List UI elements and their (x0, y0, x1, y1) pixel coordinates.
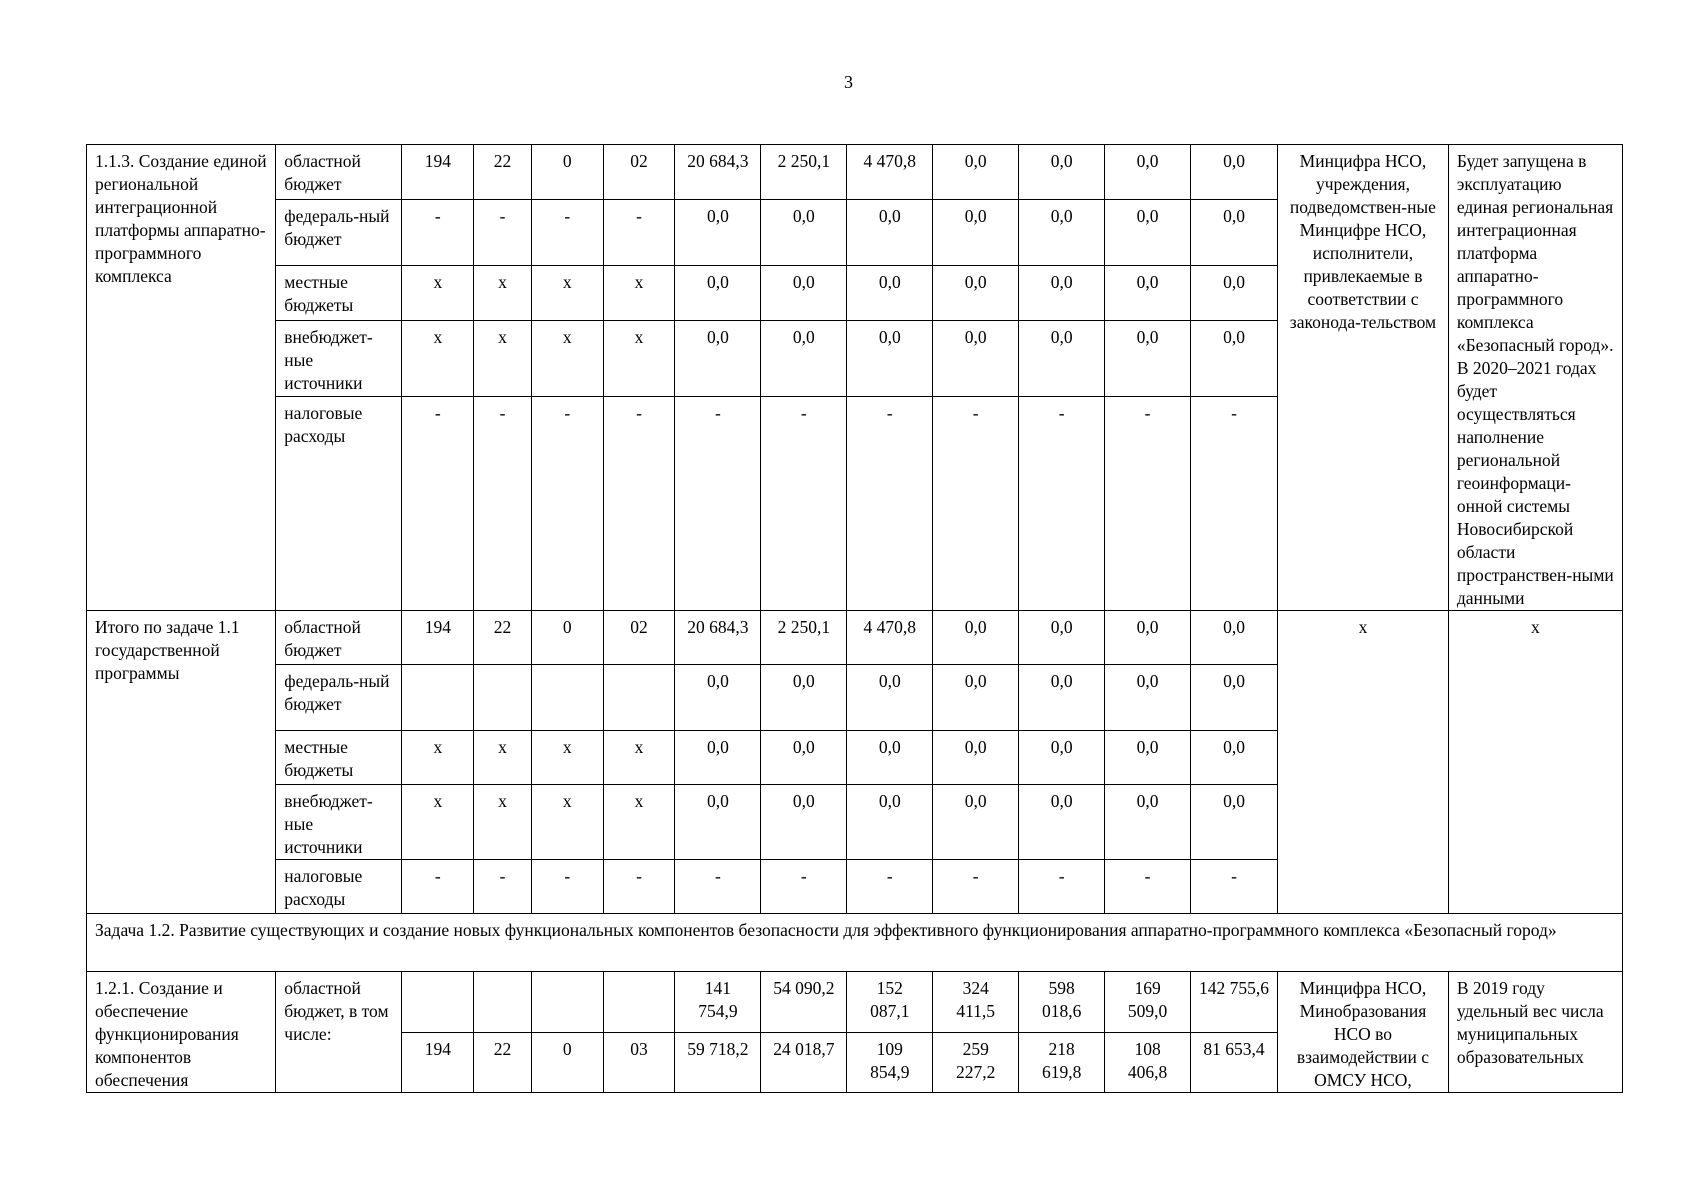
amount-cell: 0,0 (761, 665, 847, 731)
amount-cell: 0,0 (1105, 320, 1191, 396)
budget-code (531, 665, 603, 731)
funding-source: федераль-ный бюджет (276, 665, 402, 731)
amount-cell: - (675, 396, 761, 610)
amount-cell: 0,0 (933, 611, 1019, 665)
budget-code: - (474, 199, 532, 266)
budget-code: - (603, 860, 675, 914)
amount-cell: 141 754,9 (675, 972, 761, 1033)
executor-cell: Минцифра НСО, Минобразования НСО во взаимодействии с ОМСУ НСО, (1278, 972, 1449, 1093)
budget-code: х (402, 320, 474, 396)
budget-code: 194 (402, 1032, 474, 1093)
amount-cell: 0,0 (933, 266, 1019, 321)
budget-code: х (603, 785, 675, 860)
budget-code: х (603, 266, 675, 321)
amount-cell: 0,0 (1191, 145, 1278, 200)
budget-code: х (402, 731, 474, 785)
amount-cell: 0,0 (1105, 665, 1191, 731)
funding-source: областной бюджет (276, 145, 402, 200)
amount-cell: 169 509,0 (1105, 972, 1191, 1033)
executor-cell: х (1278, 611, 1449, 914)
funding-source: налоговые расходы (276, 396, 402, 610)
budget-code: - (474, 860, 532, 914)
budget-code: х (402, 785, 474, 860)
amount-cell: 0,0 (1019, 665, 1105, 731)
amount-cell: - (1105, 860, 1191, 914)
amount-cell: 259 227,2 (933, 1032, 1019, 1093)
budget-code: - (402, 199, 474, 266)
amount-cell: - (1019, 396, 1105, 610)
amount-cell: 4 470,8 (847, 145, 933, 200)
amount-cell: 0,0 (675, 199, 761, 266)
amount-cell: 0,0 (847, 785, 933, 860)
amount-cell: 0,0 (1019, 731, 1105, 785)
funding-source: областной бюджет, в том числе: (276, 972, 402, 1093)
amount-cell: - (675, 860, 761, 914)
amount-cell: - (1019, 860, 1105, 914)
funding-source: областной бюджет (276, 611, 402, 665)
budget-code: х (474, 320, 532, 396)
budget-code: - (603, 199, 675, 266)
amount-cell: 0,0 (933, 320, 1019, 396)
budget-code: 0 (531, 1032, 603, 1093)
amount-cell: 0,0 (933, 145, 1019, 200)
budget-code: - (531, 199, 603, 266)
amount-cell: 0,0 (1191, 266, 1278, 321)
budget-code: 02 (603, 145, 675, 200)
budget-code: - (603, 396, 675, 610)
amount-cell: 218 619,8 (1019, 1032, 1105, 1093)
task-heading-row (87, 914, 1623, 972)
budget-code: - (402, 396, 474, 610)
funding-source: местные бюджеты (276, 731, 402, 785)
amount-cell: - (933, 860, 1019, 914)
budget-code: 02 (603, 611, 675, 665)
amount-cell: 142 755,6 (1191, 972, 1278, 1033)
amount-cell: 0,0 (1105, 145, 1191, 200)
amount-cell: 0,0 (1019, 611, 1105, 665)
result-cell: В 2019 году удельный вес числа муниципальных образовательных (1448, 972, 1622, 1093)
amount-cell: 0,0 (1105, 199, 1191, 266)
amount-cell: 81 653,4 (1191, 1032, 1278, 1093)
result-cell: х (1448, 611, 1622, 914)
amount-cell: 0,0 (675, 320, 761, 396)
amount-cell: 4 470,8 (847, 611, 933, 665)
amount-cell: - (761, 396, 847, 610)
budget-code: 194 (402, 145, 474, 200)
amount-cell: 24 018,7 (761, 1032, 847, 1093)
budget-code: 22 (474, 611, 532, 665)
amount-cell: 0,0 (675, 731, 761, 785)
budget-code: 194 (402, 611, 474, 665)
measure-name: 1.2.1. Создание и обеспечение функционирования компонентов обеспечения (87, 972, 276, 1093)
amount-cell: - (1191, 860, 1278, 914)
amount-cell: 0,0 (933, 665, 1019, 731)
amount-cell: 20 684,3 (675, 145, 761, 200)
amount-cell: 0,0 (1019, 266, 1105, 321)
amount-cell: 152 087,1 (847, 972, 933, 1033)
amount-cell: 324 411,5 (933, 972, 1019, 1033)
amount-cell: 2 250,1 (761, 145, 847, 200)
budget-code: - (531, 860, 603, 914)
budget-code: х (531, 731, 603, 785)
funding-source: налоговые расходы (276, 860, 402, 914)
table-row (87, 972, 1623, 1033)
amount-cell: 0,0 (1191, 731, 1278, 785)
budget-code: 22 (474, 1032, 532, 1093)
amount-cell: - (847, 396, 933, 610)
table-row (87, 611, 1623, 665)
budget-code (603, 972, 675, 1033)
budget-code: 0 (531, 145, 603, 200)
amount-cell: 0,0 (1191, 785, 1278, 860)
budget-code: х (531, 320, 603, 396)
budget-code: - (531, 396, 603, 610)
amount-cell: 0,0 (847, 320, 933, 396)
amount-cell: - (761, 860, 847, 914)
amount-cell: 0,0 (933, 199, 1019, 266)
amount-cell: 0,0 (1105, 266, 1191, 321)
amount-cell: 59 718,2 (675, 1032, 761, 1093)
budget-code: 22 (474, 145, 532, 200)
amount-cell: 0,0 (1191, 199, 1278, 266)
budget-code: 03 (603, 1032, 675, 1093)
page-number: 3 (844, 72, 853, 92)
funding-source: федераль-ный бюджет (276, 199, 402, 266)
amount-cell: 0,0 (933, 785, 1019, 860)
result-cell: Будет запущена в эксплуатацию единая региональная интеграционная платформа аппаратно-программного комплекса «Безопасный город». В 2020–2021 годах будет осуществляться наполнение региональной геоинформаци-онной системы Новосибирской области пространствен-ными данными (1448, 145, 1622, 611)
budget-code: х (603, 731, 675, 785)
budget-code (402, 665, 474, 731)
table-row (87, 145, 1623, 200)
funding-source: местные бюджеты (276, 266, 402, 321)
budget-code: х (603, 320, 675, 396)
budget-table (86, 144, 1623, 1093)
budget-code (474, 665, 532, 731)
executor-cell: Минцифра НСО, учреждения, подведомствен-ные Минцифре НСО, исполнители, привлекаемые в соответствии с законода-тельством (1278, 145, 1449, 611)
budget-code (603, 665, 675, 731)
measure-name: 1.1.3. Создание единой региональной интеграционной платформы аппаратно-программного комплекса (87, 145, 276, 611)
budget-code: х (474, 785, 532, 860)
budget-code: х (531, 266, 603, 321)
budget-code: х (402, 266, 474, 321)
budget-code (474, 972, 532, 1033)
amount-cell: 0,0 (675, 266, 761, 321)
amount-cell: 598 018,6 (1019, 972, 1105, 1033)
budget-code (531, 972, 603, 1033)
measure-name: Итого по задаче 1.1 государственной программы (87, 611, 276, 914)
task-heading: Задача 1.2. Развитие существующих и создание новых функциональных компонентов безопасности для эффективного функционирования аппаратно-программного комплекса «Безопасный город» (87, 914, 1623, 972)
amount-cell: 0,0 (847, 266, 933, 321)
budget-code: х (531, 785, 603, 860)
budget-code (402, 972, 474, 1033)
amount-cell: - (847, 860, 933, 914)
amount-cell: 0,0 (761, 785, 847, 860)
amount-cell: 0,0 (1105, 731, 1191, 785)
amount-cell: 54 090,2 (761, 972, 847, 1033)
amount-cell: - (1191, 396, 1278, 610)
amount-cell: 0,0 (761, 731, 847, 785)
amount-cell: 0,0 (675, 665, 761, 731)
amount-cell: 0,0 (761, 320, 847, 396)
amount-cell: 0,0 (1191, 320, 1278, 396)
amount-cell: 108 406,8 (1105, 1032, 1191, 1093)
amount-cell: 0,0 (675, 785, 761, 860)
amount-cell: - (933, 396, 1019, 610)
amount-cell: 0,0 (847, 665, 933, 731)
amount-cell: 0,0 (847, 199, 933, 266)
amount-cell: 0,0 (1105, 611, 1191, 665)
amount-cell: 0,0 (1191, 611, 1278, 665)
budget-code: 0 (531, 611, 603, 665)
budget-code: - (402, 860, 474, 914)
budget-code: х (474, 731, 532, 785)
amount-cell: - (1105, 396, 1191, 610)
amount-cell: 0,0 (933, 731, 1019, 785)
amount-cell: 0,0 (1019, 199, 1105, 266)
funding-source: внебюджет-ные источники (276, 785, 402, 860)
funding-source: внебюджет-ные источники (276, 320, 402, 396)
budget-code: х (474, 266, 532, 321)
budget-code: - (474, 396, 532, 610)
amount-cell: 0,0 (1019, 320, 1105, 396)
amount-cell: 0,0 (761, 266, 847, 321)
amount-cell: 0,0 (1191, 665, 1278, 731)
amount-cell: 0,0 (1019, 145, 1105, 200)
amount-cell: 0,0 (1105, 785, 1191, 860)
amount-cell: 0,0 (1019, 785, 1105, 860)
amount-cell: 2 250,1 (761, 611, 847, 665)
amount-cell: 0,0 (761, 199, 847, 266)
amount-cell: 0,0 (847, 731, 933, 785)
amount-cell: 20 684,3 (675, 611, 761, 665)
amount-cell: 109 854,9 (847, 1032, 933, 1093)
